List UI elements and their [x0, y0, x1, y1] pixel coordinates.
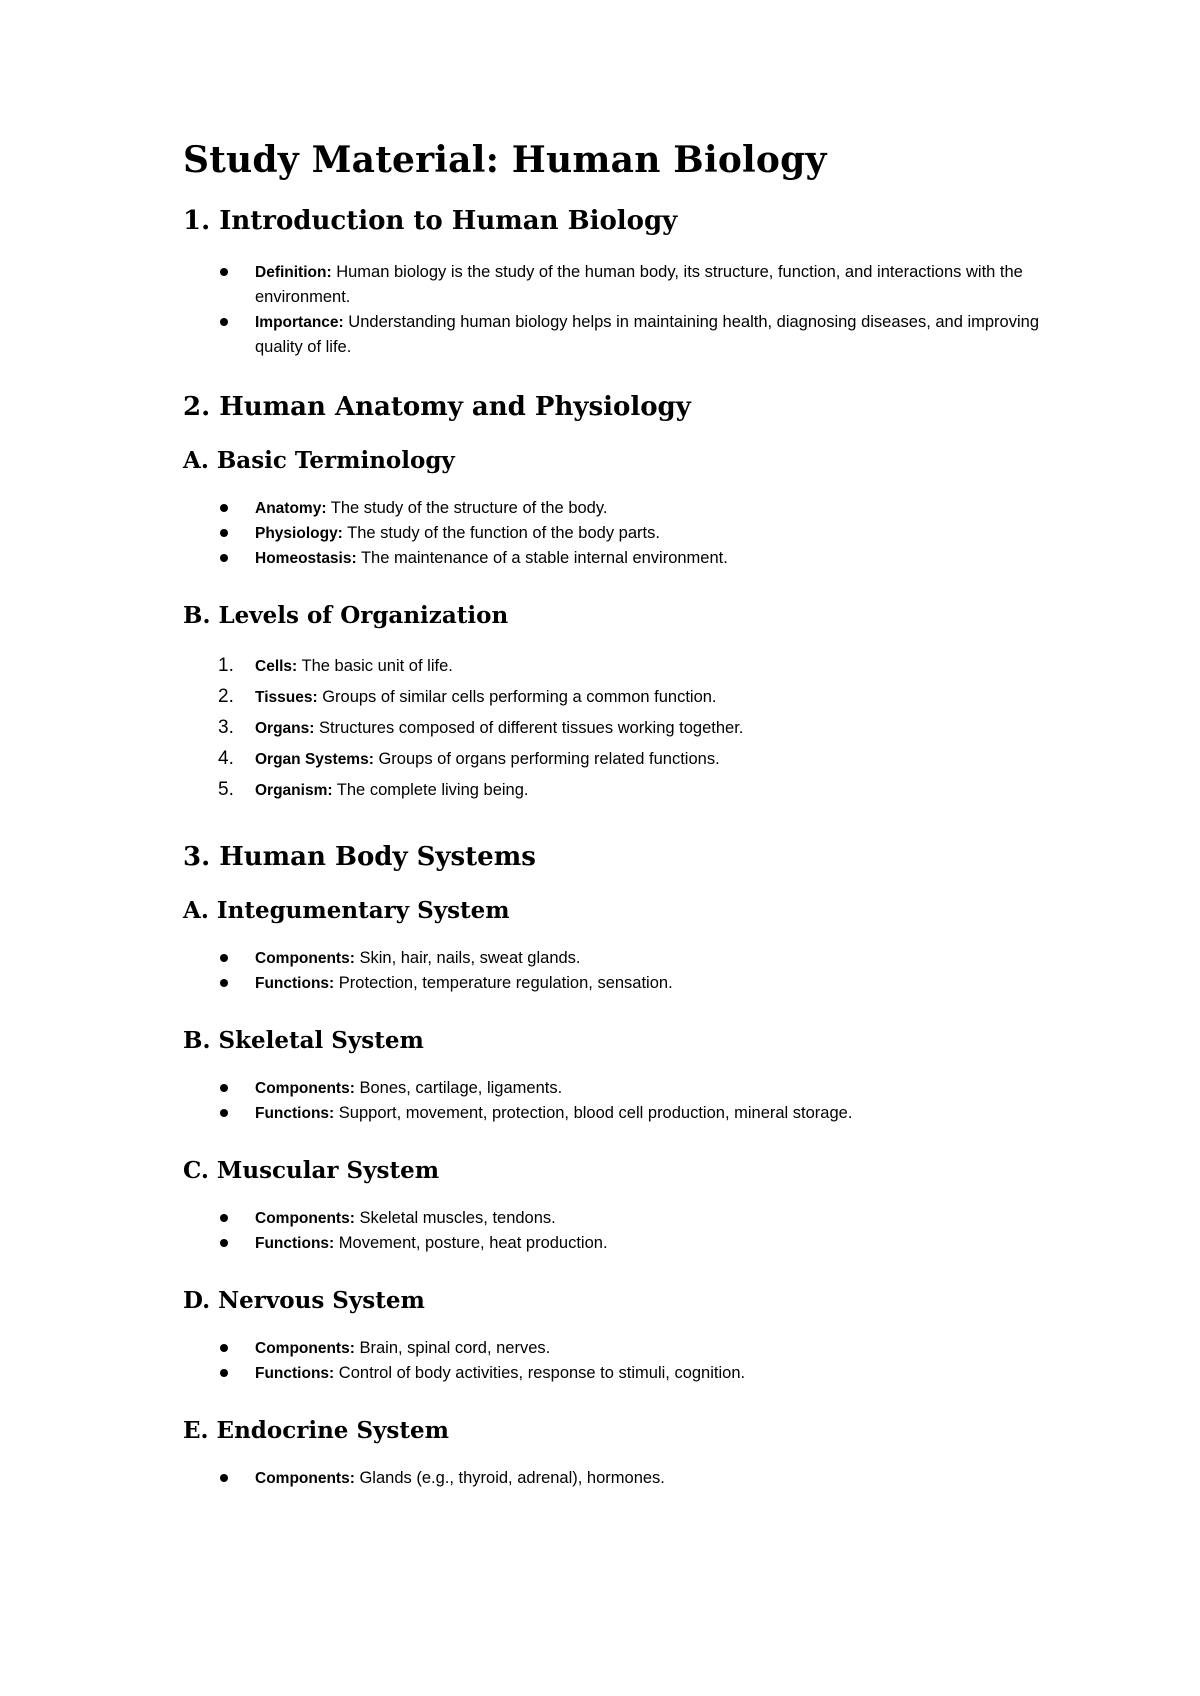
list-item — [183, 1101, 1063, 1126]
list-item — [183, 775, 1063, 806]
term-text: Support, movement, protection, blood cell production, mineral storage. — [334, 1104, 853, 1122]
list-number: 4. — [218, 748, 234, 769]
list-item — [183, 682, 1063, 713]
term-text: The maintenance of a stable internal environment. — [356, 549, 728, 567]
subsection-heading-muscular: C. Muscular System — [183, 1157, 440, 1184]
list-number: 3. — [218, 717, 234, 738]
term-text: The complete living being. — [332, 781, 529, 799]
list-number: 5. — [218, 779, 234, 800]
term-label: Functions: — [255, 1235, 335, 1252]
term-label: Tissues: — [255, 689, 318, 706]
list-item — [183, 1361, 1063, 1386]
page-title: Study Material: Human Biology — [183, 139, 827, 181]
skeletal-list — [183, 1076, 1063, 1126]
introduction-list — [183, 260, 1063, 360]
term-text: Understanding human biology helps in maintaining health, diagnosing diseases, and improving quality of life. — [255, 313, 1039, 356]
list-item — [183, 971, 1063, 996]
list-item — [183, 651, 1063, 682]
term-label: Functions: — [255, 1105, 335, 1122]
list-item — [183, 1466, 1063, 1491]
section-heading-introduction: 1. Introduction to Human Biology — [183, 206, 678, 236]
term-label: Organs: — [255, 720, 315, 737]
term-text: Control of body activities, response to stimuli, cognition. — [334, 1364, 746, 1382]
list-item — [183, 496, 1063, 521]
term-label: Definition: — [255, 264, 332, 281]
basic-terminology-list — [183, 496, 1063, 571]
term-label: Components: — [255, 1340, 355, 1357]
list-item — [183, 546, 1063, 571]
list-item — [183, 260, 1063, 310]
subsection-heading-levels-of-organization: B. Levels of Organization — [183, 602, 509, 629]
list-item — [183, 946, 1063, 971]
list-item — [183, 744, 1063, 775]
section-heading-anatomy-physiology: 2. Human Anatomy and Physiology — [183, 392, 691, 422]
list-item — [183, 1336, 1063, 1361]
term-label: Importance: — [255, 314, 344, 331]
list-number: 1. — [218, 655, 234, 676]
term-label: Physiology: — [255, 525, 343, 542]
term-text: Skeletal muscles, tendons. — [354, 1209, 556, 1227]
document-content — [183, 138, 1063, 1521]
term-label: Functions: — [255, 975, 335, 992]
term-label: Components: — [255, 1210, 355, 1227]
term-label: Cells: — [255, 658, 298, 675]
list-number: 2. — [218, 686, 234, 707]
list-item — [183, 713, 1063, 744]
term-text: Groups of similar cells performing a common function. — [317, 688, 717, 706]
list-item — [183, 310, 1063, 360]
term-label: Components: — [255, 1470, 355, 1487]
term-text: Movement, posture, heat production. — [334, 1234, 608, 1252]
term-text: Skin, hair, nails, sweat glands. — [354, 949, 581, 967]
term-label: Components: — [255, 950, 355, 967]
list-item — [183, 1231, 1063, 1256]
term-label: Functions: — [255, 1365, 335, 1382]
levels-of-organization-list — [183, 651, 1063, 806]
muscular-list — [183, 1206, 1063, 1256]
term-label: Organ Systems: — [255, 751, 374, 768]
subsection-heading-integumentary: A. Integumentary System — [183, 897, 510, 924]
list-item — [183, 1206, 1063, 1231]
term-text: Structures composed of different tissues working together. — [314, 719, 744, 737]
subsection-heading-skeletal: B. Skeletal System — [183, 1027, 424, 1054]
section-heading-body-systems: 3. Human Body Systems — [183, 842, 536, 872]
term-text: Brain, spinal cord, nerves. — [354, 1339, 551, 1357]
term-label: Components: — [255, 1080, 355, 1097]
term-text: Groups of organs performing related functions. — [373, 750, 720, 768]
term-label: Organism: — [255, 782, 333, 799]
term-text: Protection, temperature regulation, sensation. — [334, 974, 673, 992]
term-text: The study of the function of the body parts. — [342, 524, 660, 542]
endocrine-list — [183, 1466, 1063, 1491]
nervous-list — [183, 1336, 1063, 1386]
term-text: The basic unit of life. — [297, 657, 453, 675]
term-label: Anatomy: — [255, 500, 327, 517]
subsection-heading-basic-terminology: A. Basic Terminology — [183, 447, 455, 474]
term-text: Glands (e.g., thyroid, adrenal), hormones. — [354, 1469, 665, 1487]
term-text: Human biology is the study of the human body, its structure, function, and interactions with the environment. — [255, 263, 1023, 306]
subsection-heading-endocrine: E. Endocrine System — [183, 1417, 449, 1444]
subsection-heading-nervous: D. Nervous System — [183, 1287, 425, 1314]
list-item — [183, 521, 1063, 546]
integumentary-list — [183, 946, 1063, 996]
term-label: Homeostasis: — [255, 550, 357, 567]
list-item — [183, 1076, 1063, 1101]
term-text: Bones, cartilage, ligaments. — [354, 1079, 563, 1097]
term-text: The study of the structure of the body. — [326, 499, 608, 517]
